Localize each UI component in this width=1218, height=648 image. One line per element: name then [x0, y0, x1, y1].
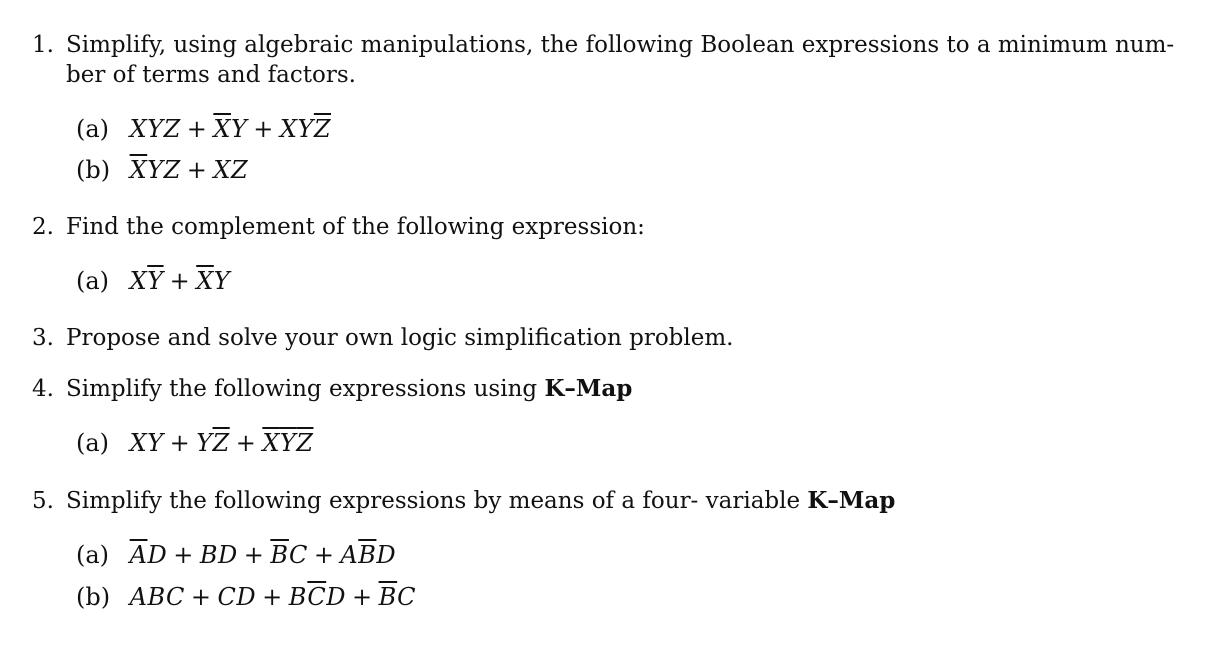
question-5-text	[66, 486, 895, 516]
question-4-number: 4.	[32, 376, 54, 402]
question-1b-label: (b)	[76, 156, 111, 184]
question-5a-label: (a)	[76, 541, 110, 569]
question-3-number: 3.	[32, 325, 54, 351]
question-4a-label: (a)	[76, 429, 110, 457]
question-1-text-line1: Simplify, using algebraic manipulations, the following Boolean expressions to a minimum num-	[66, 32, 1175, 58]
question-3-text: Propose and solve your own logic simplification problem.	[66, 325, 734, 351]
question-5b-label: (b)	[76, 583, 111, 611]
question-2a	[76, 266, 230, 296]
question-1a-label: (a)	[76, 115, 110, 143]
question-1a	[76, 114, 331, 144]
question-4a	[76, 428, 313, 458]
question-1-number: 1.	[32, 32, 54, 58]
question-5a	[76, 540, 396, 570]
question-5-text-plain: Simplify the following expressions by means of a four- variable	[66, 488, 808, 514]
question-4a-expression: XY + $Y\overline{Z} + \overline{X}\overline{Y}\overline{Z}$	[129, 429, 314, 457]
question-5b	[76, 582, 416, 612]
question-5a-expression: $\overline{A}D$ + BD + $\overline{B}C + A\overline{B}D$	[129, 541, 397, 569]
question-1a-expression: XYZ + $\overline{X}Y + XY\overline{Z}$	[129, 115, 332, 143]
question-5b-expression: ABC + CD + $B\overline{C}D + \overline{B}C$	[129, 583, 417, 611]
question-5-number: 5.	[32, 488, 54, 514]
question-1-text-line2: ber of terms and factors.	[66, 62, 356, 88]
question-4-kmap-label: K–Map	[544, 375, 633, 402]
question-1b	[76, 155, 248, 185]
question-2-text: Find the complement of the following expression:	[66, 214, 645, 240]
question-1b-expression: $\overline{X}YZ$ + XZ	[129, 156, 249, 184]
question-5-kmap-label: K–Map	[807, 487, 896, 514]
question-2a-label: (a)	[76, 267, 110, 295]
question-4-text-plain: Simplify the following expressions using	[66, 376, 545, 402]
question-2a-expression: $X\overline{Y} + \overline{X}Y$	[129, 267, 231, 295]
question-4-text	[66, 374, 632, 404]
question-2-number: 2.	[32, 214, 54, 240]
